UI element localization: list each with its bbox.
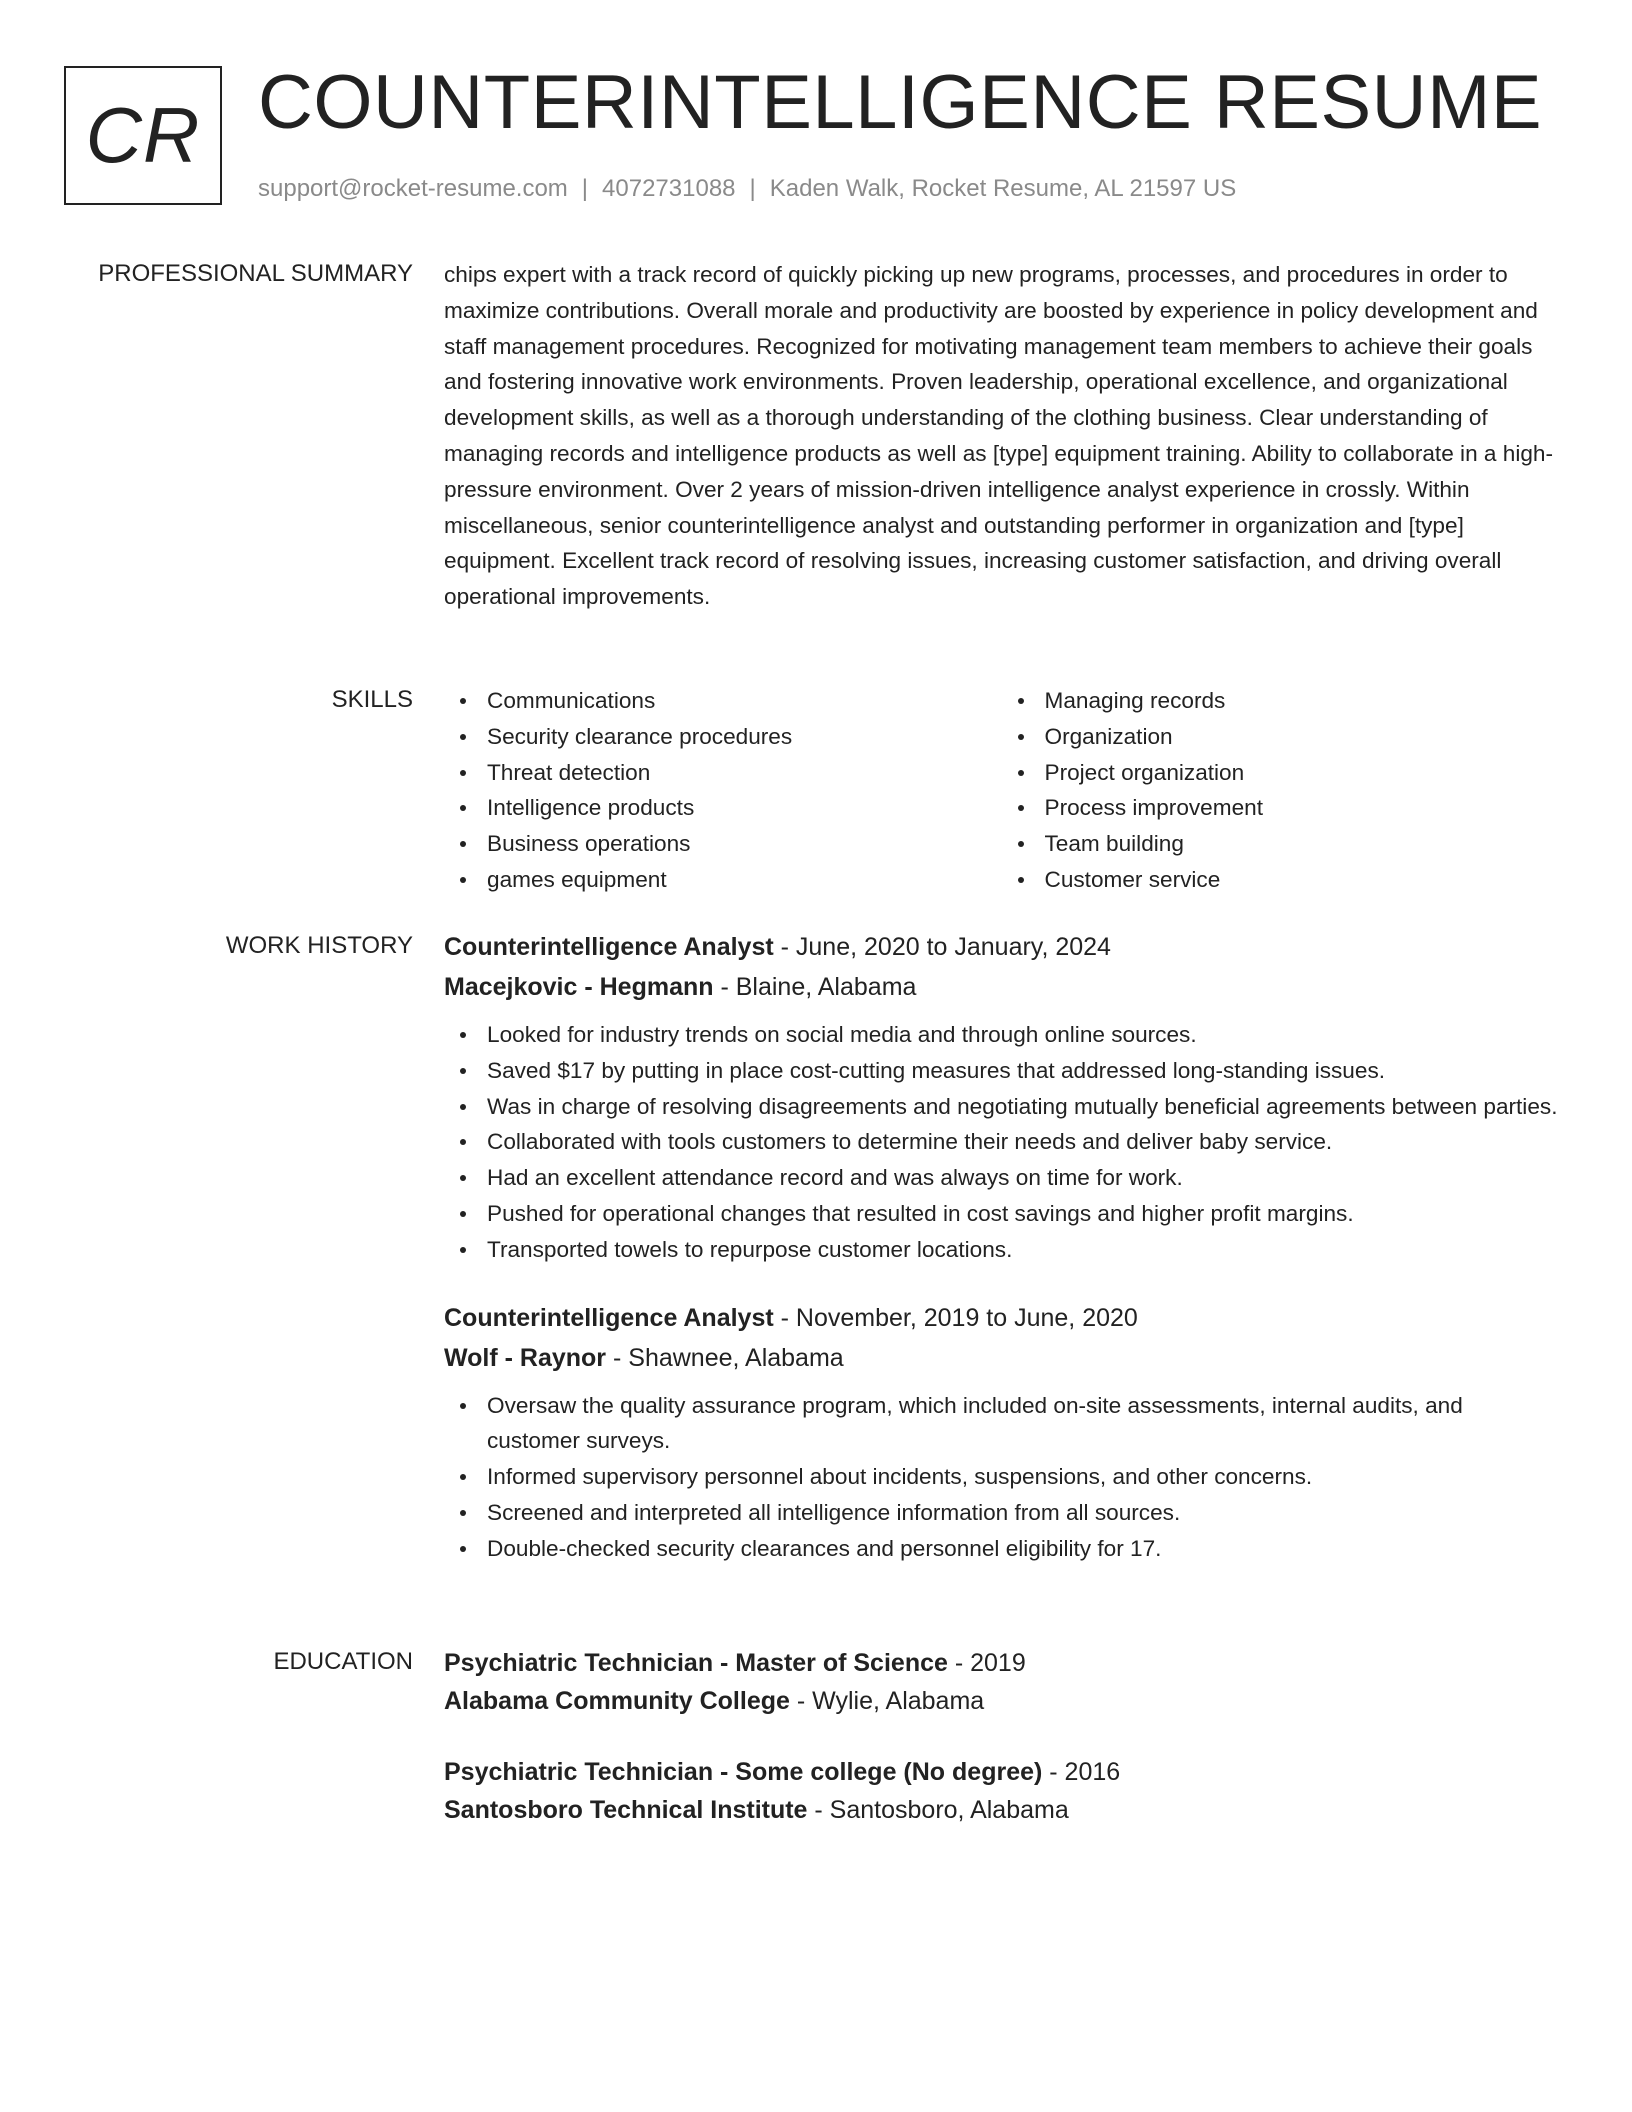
- monogram-logo: CR: [64, 66, 222, 205]
- education-year: - 2019: [947, 1649, 1026, 1677]
- skill-item: Project organization: [1045, 755, 1560, 791]
- job-title-line: [444, 1298, 1559, 1338]
- contact-address: Kaden Walk, Rocket Resume, AL 21597 US: [769, 175, 1237, 202]
- skills-heading: SKILLS: [331, 686, 413, 713]
- job-bullet: Looked for industry trends on social media and through online sources.: [487, 1017, 1559, 1053]
- resume-title: COUNTERINTELLIGENCE RESUME: [258, 60, 1543, 145]
- job-location: - Blaine, Alabama: [713, 973, 917, 1001]
- education-school: Santosboro Technical Institute: [444, 1796, 808, 1824]
- job-bullets: [444, 1388, 1559, 1567]
- skill-item: Communications: [487, 683, 1002, 719]
- summary-text: chips expert with a track record of quickly picking up new programs, processes, and procedures in order to maximize contributions. Overall morale and productivity are boosted by experience in policy development and staff management procedures. Recognized for motivating management team members to achieve their goals and fostering innovative work environments. Proven leadership, operational excellence, and organizational development skills, as well as a thorough understanding of the clothing business. Clear understanding of managing records and intelligence products as well as [type] equipment training. Ability to collaborate in a high-pressure environment. Over 2 years of mission-driven intelligence analyst experience in crossly. Within miscellaneous, senior counterintelligence analyst and outstanding performer in organization and [type] equipment. Excellent track record of resolving issues, increasing customer satisfaction, and driving overall operational improvements.: [444, 262, 1553, 610]
- job-bullet: Collaborated with tools customers to determine their needs and deliver baby service.: [487, 1124, 1559, 1160]
- job-bullet: Was in charge of resolving disagreements and negotiating mutually beneficial agreements between parties.: [487, 1089, 1559, 1125]
- job-bullet: Double-checked security clearances and personnel eligibility for 17.: [487, 1531, 1559, 1567]
- job-bullet: Informed supervisory personnel about incidents, suspensions, and other concerns.: [487, 1459, 1559, 1495]
- job-company-line: [444, 1338, 1559, 1378]
- job-title: Counterintelligence Analyst: [444, 933, 774, 961]
- job-company-line: [444, 967, 1559, 1007]
- job-company: Wolf - Raynor: [444, 1343, 607, 1372]
- summary-body: [444, 257, 1559, 615]
- work-history-heading: WORK HISTORY: [225, 932, 413, 959]
- education-heading: EDUCATION: [273, 1648, 413, 1675]
- education-entry: [444, 1753, 1559, 1829]
- skill-item: Business operations: [487, 826, 1002, 862]
- skills-list-right: [1002, 683, 1560, 898]
- contact-line: [258, 174, 1236, 204]
- skill-item: games equipment: [487, 862, 1002, 898]
- job-bullet: Screened and interpreted all intelligence information from all sources.: [487, 1495, 1559, 1531]
- job-company: Macejkovic - Hegmann: [444, 973, 714, 1001]
- job-dates: - November, 2019 to June, 2020: [773, 1303, 1138, 1332]
- skill-item: Team building: [1045, 826, 1560, 862]
- education-degree: Psychiatric Technician - Some college (No degree): [444, 1758, 1043, 1786]
- skill-item: Process improvement: [1045, 790, 1560, 826]
- education-school: Alabama Community College: [444, 1687, 790, 1715]
- contact-separator: |: [581, 175, 589, 202]
- job-dates: - June, 2020 to January, 2024: [773, 933, 1111, 961]
- education-location: - Santosboro, Alabama: [807, 1796, 1069, 1824]
- education-location: - Wylie, Alabama: [789, 1687, 985, 1715]
- job-title: Counterintelligence Analyst: [444, 1303, 774, 1332]
- education-degree-line: [444, 1753, 1559, 1791]
- job-entry: [444, 927, 1559, 1268]
- job-bullet: Pushed for operational changes that resulted in cost savings and higher profit margins.: [487, 1196, 1559, 1232]
- job-bullet: Saved $17 by putting in place cost-cutting measures that addressed long-standing issues.: [487, 1053, 1559, 1089]
- job-location: - Shawnee, Alabama: [606, 1343, 844, 1372]
- work-history-body: [444, 927, 1559, 1567]
- skill-item: Customer service: [1045, 862, 1560, 898]
- skill-item: Organization: [1045, 719, 1560, 755]
- education-degree: Psychiatric Technician - Master of Science: [444, 1649, 948, 1677]
- education-body: [444, 1644, 1559, 1829]
- education-year: - 2016: [1042, 1758, 1121, 1786]
- skill-item: Managing records: [1045, 683, 1560, 719]
- job-bullet: Transported towels to repurpose customer locations.: [487, 1232, 1559, 1268]
- job-bullet: Had an excellent attendance record and was always on time for work.: [487, 1160, 1559, 1196]
- skill-item: Security clearance procedures: [487, 719, 1002, 755]
- contact-separator: |: [749, 175, 756, 202]
- education-school-line: [444, 1791, 1559, 1829]
- contact-phone: 4072731088: [602, 175, 736, 202]
- contact-email: support@rocket-resume.com: [258, 175, 568, 202]
- education-entry: [444, 1644, 1559, 1720]
- skills-body: [444, 683, 1559, 898]
- job-bullet: Oversaw the quality assurance program, which included on-site assessments, internal audits, and customer surveys.: [487, 1388, 1559, 1460]
- summary-heading: PROFESSIONAL SUMMARY: [98, 260, 413, 287]
- job-entry: [444, 1298, 1559, 1567]
- job-title-line: [444, 927, 1559, 967]
- education-school-line: [444, 1682, 1559, 1720]
- job-bullets: [444, 1017, 1559, 1268]
- skill-item: Threat detection: [487, 755, 1002, 791]
- education-degree-line: [444, 1644, 1559, 1682]
- skills-list-left: [444, 683, 1002, 898]
- skill-item: Intelligence products: [487, 790, 1002, 826]
